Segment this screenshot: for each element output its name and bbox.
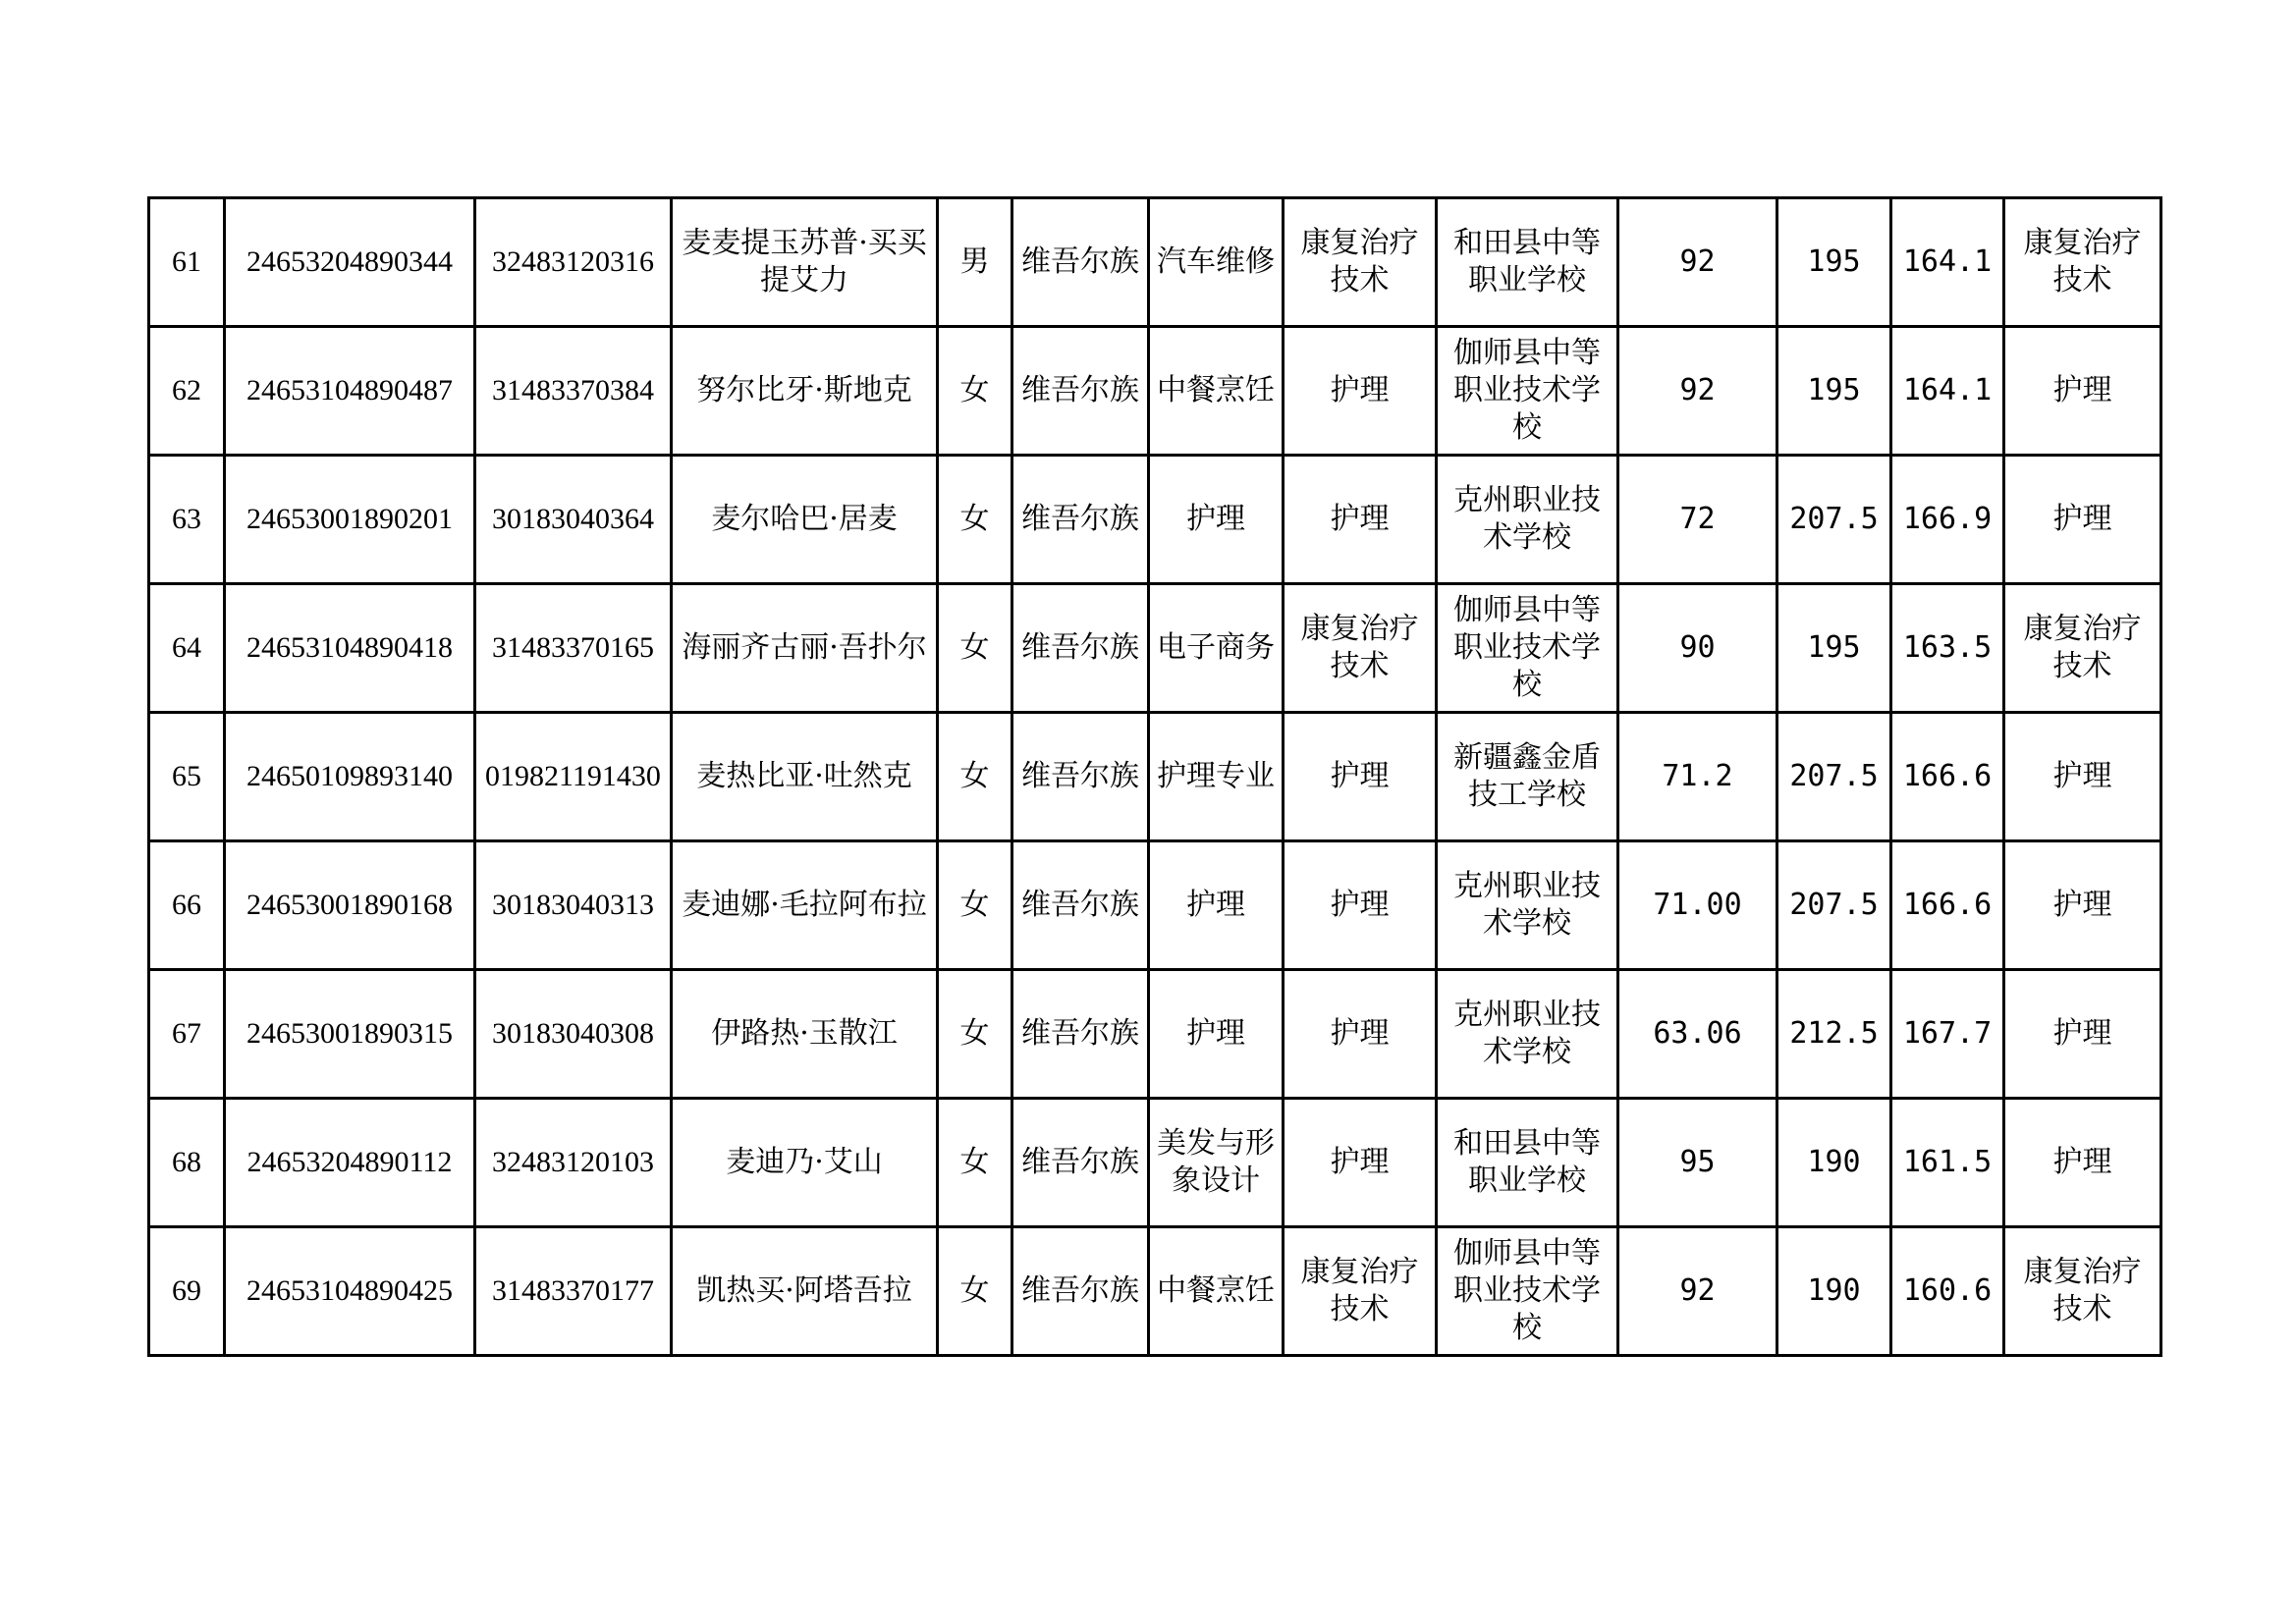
cell-no: 67 bbox=[149, 970, 225, 1099]
cell-school: 克州职业技术学校 bbox=[1437, 841, 1618, 970]
cell-admitted-major: 康复治疗技术 bbox=[2004, 584, 2161, 713]
cell-exam-id: 24653104890487 bbox=[225, 327, 475, 456]
cell-original-major: 美发与形象设计 bbox=[1149, 1099, 1284, 1227]
cell-applied-major: 护理 bbox=[1284, 841, 1437, 970]
cell-ethnicity: 维吾尔族 bbox=[1012, 584, 1149, 713]
cell-score-b: 195 bbox=[1777, 198, 1891, 327]
cell-name: 麦迪娜·毛拉阿布拉 bbox=[672, 841, 938, 970]
cell-exam-id: 24653204890344 bbox=[225, 198, 475, 327]
cell-gender: 女 bbox=[938, 584, 1012, 713]
cell-score-a: 71.00 bbox=[1618, 841, 1777, 970]
cell-gender: 女 bbox=[938, 841, 1012, 970]
cell-gender: 女 bbox=[938, 1099, 1012, 1227]
cell-original-major: 护理 bbox=[1149, 841, 1284, 970]
cell-score-b: 195 bbox=[1777, 327, 1891, 456]
cell-gender: 女 bbox=[938, 713, 1012, 841]
cell-admitted-major: 护理 bbox=[2004, 1099, 2161, 1227]
cell-school: 和田县中等职业学校 bbox=[1437, 1099, 1618, 1227]
cell-applied-major: 护理 bbox=[1284, 713, 1437, 841]
cell-name: 凯热买·阿塔吾拉 bbox=[672, 1227, 938, 1356]
cell-score-a: 90 bbox=[1618, 584, 1777, 713]
cell-name: 麦麦提玉苏普·买买提艾力 bbox=[672, 198, 938, 327]
cell-exam-id: 24653001890168 bbox=[225, 841, 475, 970]
cell-ethnicity: 维吾尔族 bbox=[1012, 841, 1149, 970]
cell-score-a: 92 bbox=[1618, 327, 1777, 456]
cell-ethnicity: 维吾尔族 bbox=[1012, 456, 1149, 584]
cell-total: 167.7 bbox=[1891, 970, 2004, 1099]
cell-score-b: 190 bbox=[1777, 1227, 1891, 1356]
cell-total: 166.6 bbox=[1891, 713, 2004, 841]
cell-exam-id: 24653104890418 bbox=[225, 584, 475, 713]
cell-applied-major: 康复治疗技术 bbox=[1284, 584, 1437, 713]
cell-exam-id: 24653001890201 bbox=[225, 456, 475, 584]
cell-school: 伽师县中等职业技术学校 bbox=[1437, 1227, 1618, 1356]
cell-no: 69 bbox=[149, 1227, 225, 1356]
table-row bbox=[149, 841, 2161, 970]
cell-admitted-major: 护理 bbox=[2004, 841, 2161, 970]
cell-applied-major: 护理 bbox=[1284, 327, 1437, 456]
cell-original-major: 护理 bbox=[1149, 970, 1284, 1099]
cell-total: 164.1 bbox=[1891, 198, 2004, 327]
cell-score-a: 63.06 bbox=[1618, 970, 1777, 1099]
cell-gender: 女 bbox=[938, 1227, 1012, 1356]
cell-school: 克州职业技术学校 bbox=[1437, 970, 1618, 1099]
cell-cert-id: 32483120316 bbox=[475, 198, 672, 327]
cell-original-major: 中餐烹饪 bbox=[1149, 1227, 1284, 1356]
table-row bbox=[149, 198, 2161, 327]
cell-applied-major: 护理 bbox=[1284, 1099, 1437, 1227]
cell-cert-id: 31483370177 bbox=[475, 1227, 672, 1356]
cell-applied-major: 康复治疗技术 bbox=[1284, 198, 1437, 327]
cell-applied-major: 护理 bbox=[1284, 970, 1437, 1099]
cell-admitted-major: 护理 bbox=[2004, 970, 2161, 1099]
cell-score-b: 212.5 bbox=[1777, 970, 1891, 1099]
cell-score-a: 72 bbox=[1618, 456, 1777, 584]
cell-name: 麦热比亚·吐然克 bbox=[672, 713, 938, 841]
cell-admitted-major: 护理 bbox=[2004, 327, 2161, 456]
admission-table bbox=[147, 196, 2162, 1357]
cell-cert-id: 019821191430 bbox=[475, 713, 672, 841]
cell-no: 66 bbox=[149, 841, 225, 970]
cell-ethnicity: 维吾尔族 bbox=[1012, 198, 1149, 327]
table-row bbox=[149, 584, 2161, 713]
cell-no: 64 bbox=[149, 584, 225, 713]
table-row bbox=[149, 1099, 2161, 1227]
table-row bbox=[149, 970, 2161, 1099]
cell-admitted-major: 护理 bbox=[2004, 713, 2161, 841]
cell-school: 新疆鑫金盾技工学校 bbox=[1437, 713, 1618, 841]
cell-score-b: 207.5 bbox=[1777, 841, 1891, 970]
cell-exam-id: 24653104890425 bbox=[225, 1227, 475, 1356]
cell-exam-id: 24653204890112 bbox=[225, 1099, 475, 1227]
cell-gender: 女 bbox=[938, 456, 1012, 584]
cell-gender: 男 bbox=[938, 198, 1012, 327]
cell-gender: 女 bbox=[938, 970, 1012, 1099]
cell-applied-major: 康复治疗技术 bbox=[1284, 1227, 1437, 1356]
cell-score-a: 92 bbox=[1618, 1227, 1777, 1356]
table-body bbox=[149, 198, 2161, 1356]
cell-total: 160.6 bbox=[1891, 1227, 2004, 1356]
cell-original-major: 汽车维修 bbox=[1149, 198, 1284, 327]
cell-score-b: 195 bbox=[1777, 584, 1891, 713]
cell-admitted-major: 康复治疗技术 bbox=[2004, 198, 2161, 327]
cell-no: 62 bbox=[149, 327, 225, 456]
cell-ethnicity: 维吾尔族 bbox=[1012, 1227, 1149, 1356]
cell-ethnicity: 维吾尔族 bbox=[1012, 327, 1149, 456]
cell-school: 克州职业技术学校 bbox=[1437, 456, 1618, 584]
cell-no: 61 bbox=[149, 198, 225, 327]
cell-exam-id: 24653001890315 bbox=[225, 970, 475, 1099]
cell-total: 163.5 bbox=[1891, 584, 2004, 713]
cell-cert-id: 30183040364 bbox=[475, 456, 672, 584]
cell-ethnicity: 维吾尔族 bbox=[1012, 970, 1149, 1099]
table-row bbox=[149, 327, 2161, 456]
cell-school: 和田县中等职业学校 bbox=[1437, 198, 1618, 327]
cell-no: 68 bbox=[149, 1099, 225, 1227]
cell-score-a: 95 bbox=[1618, 1099, 1777, 1227]
cell-school: 伽师县中等职业技术学校 bbox=[1437, 327, 1618, 456]
cell-name: 麦迪乃·艾山 bbox=[672, 1099, 938, 1227]
cell-cert-id: 32483120103 bbox=[475, 1099, 672, 1227]
cell-total: 166.6 bbox=[1891, 841, 2004, 970]
cell-exam-id: 24650109893140 bbox=[225, 713, 475, 841]
cell-cert-id: 31483370384 bbox=[475, 327, 672, 456]
cell-applied-major: 护理 bbox=[1284, 456, 1437, 584]
cell-score-b: 190 bbox=[1777, 1099, 1891, 1227]
cell-score-b: 207.5 bbox=[1777, 456, 1891, 584]
cell-school: 伽师县中等职业技术学校 bbox=[1437, 584, 1618, 713]
table-row bbox=[149, 456, 2161, 584]
cell-admitted-major: 康复治疗技术 bbox=[2004, 1227, 2161, 1356]
table-row bbox=[149, 713, 2161, 841]
cell-name: 伊路热·玉散江 bbox=[672, 970, 938, 1099]
cell-gender: 女 bbox=[938, 327, 1012, 456]
table-row bbox=[149, 1227, 2161, 1356]
cell-name: 海丽齐古丽·吾扑尔 bbox=[672, 584, 938, 713]
cell-original-major: 护理 bbox=[1149, 456, 1284, 584]
cell-cert-id: 30183040313 bbox=[475, 841, 672, 970]
cell-original-major: 电子商务 bbox=[1149, 584, 1284, 713]
cell-ethnicity: 维吾尔族 bbox=[1012, 1099, 1149, 1227]
cell-ethnicity: 维吾尔族 bbox=[1012, 713, 1149, 841]
cell-admitted-major: 护理 bbox=[2004, 456, 2161, 584]
cell-name: 麦尔哈巴·居麦 bbox=[672, 456, 938, 584]
cell-name: 努尔比牙·斯地克 bbox=[672, 327, 938, 456]
cell-score-b: 207.5 bbox=[1777, 713, 1891, 841]
cell-original-major: 护理专业 bbox=[1149, 713, 1284, 841]
cell-total: 166.9 bbox=[1891, 456, 2004, 584]
cell-score-a: 71.2 bbox=[1618, 713, 1777, 841]
cell-score-a: 92 bbox=[1618, 198, 1777, 327]
cell-no: 63 bbox=[149, 456, 225, 584]
cell-cert-id: 30183040308 bbox=[475, 970, 672, 1099]
cell-total: 161.5 bbox=[1891, 1099, 2004, 1227]
cell-cert-id: 31483370165 bbox=[475, 584, 672, 713]
cell-original-major: 中餐烹饪 bbox=[1149, 327, 1284, 456]
cell-total: 164.1 bbox=[1891, 327, 2004, 456]
cell-no: 65 bbox=[149, 713, 225, 841]
